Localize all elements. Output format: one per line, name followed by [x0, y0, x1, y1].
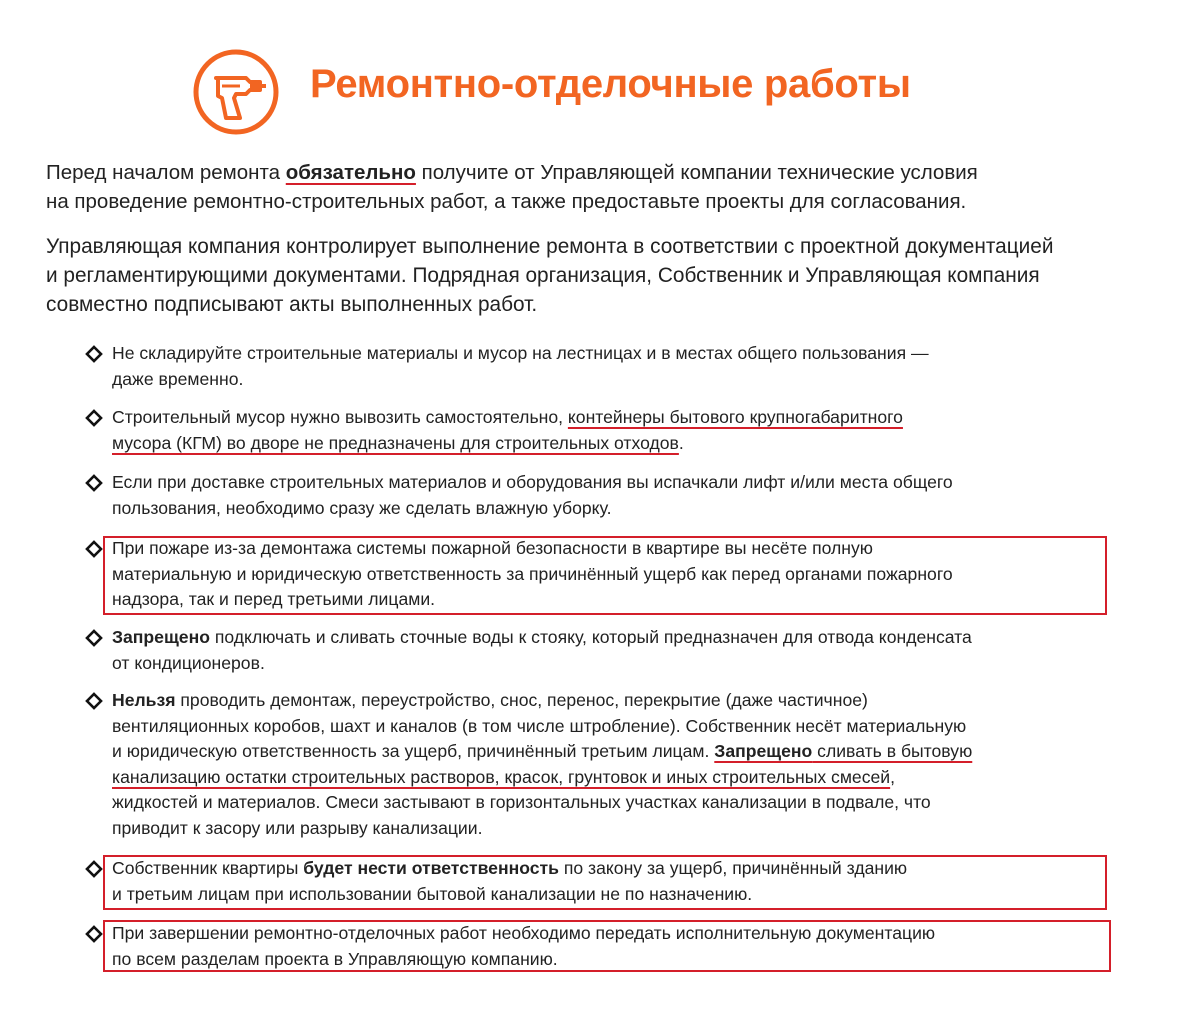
intro2-line1: Управляющая компания контролирует выполнение ремонта в соответствии с проектной документацией — [46, 235, 1054, 258]
item-text: . — [678, 432, 684, 453]
intro-paragraph-1 — [46, 158, 978, 216]
item-line: материальную и юридическую ответственность за причинённый ущерб как перед органами пожарного — [112, 563, 953, 584]
item-text: Собственник квартиры — [112, 858, 304, 878]
diamond-bullet-icon — [85, 860, 103, 878]
intro2-line2: и регламентирующими документами. Подрядная организация, Собственник и Управляющая компания — [46, 264, 1040, 287]
diamond-bullet-icon — [85, 629, 103, 647]
diamond-bullet-icon — [85, 925, 103, 943]
item-text: и юридическую ответственность за ущерб, причинённый третьим лицам. — [112, 741, 715, 761]
item-highlight: сливать в бытовую — [812, 741, 973, 761]
diamond-bullet-icon — [85, 474, 103, 492]
item-highlight: канализацию остатки строительных растворов, красок, грунтовок и иных строительных смесей — [112, 766, 891, 787]
item-text: подключать и сливать сточные воды к стояку, который предназначен для отвода конденсата — [209, 627, 972, 647]
item-text: , — [890, 766, 896, 787]
item-line: по всем разделам проекта в Управляющую компанию. — [112, 948, 558, 969]
item-line: надзора, так и перед третьими лицами. — [112, 589, 436, 609]
diamond-bullet-icon — [85, 540, 103, 558]
item-line: При завершении ремонтно-отделочных работ необходимо передать исполнительную документацию — [112, 923, 936, 943]
intro1-emphasis: обязательно — [285, 161, 416, 184]
item-line: приводит к засору или разрыву канализации. — [112, 817, 483, 838]
intro2-line3: совместно подписывают акты выполненных работ. — [46, 293, 538, 316]
intro1-line2: на проведение ремонтно-строительных работ, а также предоставьте проекты для согласования. — [46, 190, 967, 213]
diamond-bullet-icon — [85, 409, 103, 427]
item-line: и третьим лицам при использовании бытовой канализации не по назначению. — [112, 883, 753, 904]
item-line: даже временно. — [112, 368, 244, 389]
item-bold: Нельзя — [112, 690, 176, 710]
item-line: При пожаре из-за демонтажа системы пожарной безопасности в квартире вы несёте полную — [112, 538, 873, 558]
item-line: пользования, необходимо сразу же сделать влажную уборку. — [112, 497, 612, 518]
item-highlight: контейнеры бытового крупногабаритного — [567, 407, 903, 427]
item-text: проводить демонтаж, переустройство, снос, перенос, перекрытие (даже частичное) — [175, 690, 868, 710]
diamond-bullet-icon — [85, 345, 103, 363]
header — [192, 48, 280, 136]
item-text: Строительный мусор нужно вывозить самостоятельно, — [112, 407, 568, 427]
item-highlight: мусора (КГМ) во дворе не предназначены для строительных отходов — [112, 432, 679, 453]
item-line: вентиляционных коробов, шахт и каналов (в том числе штробление). Собственник несёт материальную — [112, 715, 967, 736]
item-bold: будет нести ответственность — [303, 858, 559, 878]
intro1-after: получите от Управляющей компании технические условия — [415, 161, 978, 184]
item-bold: Запрещено — [112, 627, 210, 647]
page-title: Ремонтно-отделочные работы — [310, 62, 911, 106]
item-line: жидкостей и материалов. Смеси застывают в горизонтальных участках канализации в подвале, что — [112, 792, 931, 812]
item-bold: Запрещено — [714, 741, 813, 761]
item-line: Если при доставке строительных материалов и оборудования вы испачкали лифт и/или места общего — [112, 472, 953, 492]
item-text: по закону за ущерб, причинённый зданию — [558, 858, 908, 878]
intro-paragraph-2 — [46, 232, 1053, 319]
item-line: Не складируйте строительные материалы и мусор на лестницах и в местах общего пользования — — [112, 343, 929, 363]
intro1-before: Перед началом ремонта — [46, 161, 286, 184]
drill-icon — [192, 48, 280, 136]
diamond-bullet-icon — [85, 692, 103, 710]
item-line: от кондиционеров. — [112, 652, 265, 673]
